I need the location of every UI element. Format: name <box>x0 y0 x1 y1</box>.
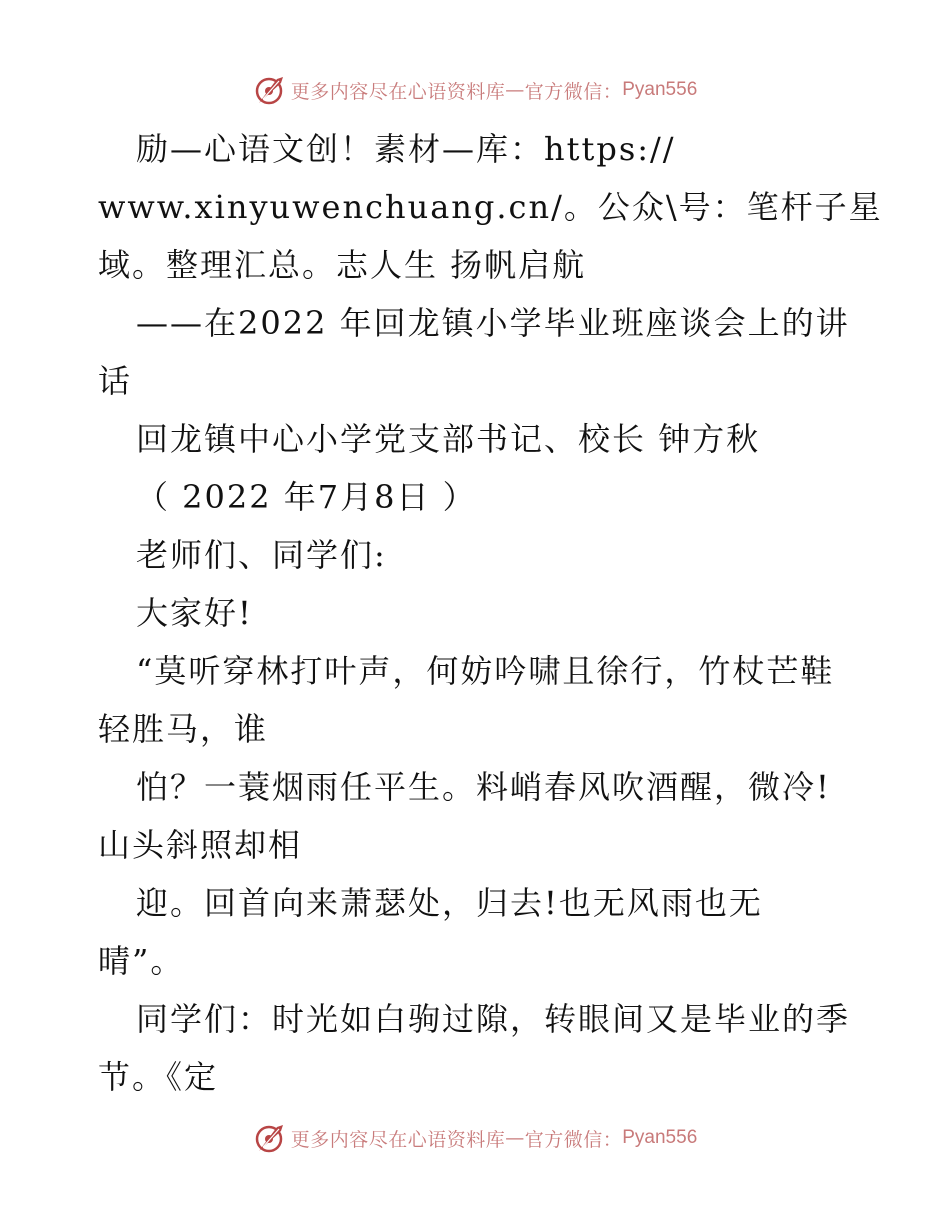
text-line: 老师们、同学们: <box>136 536 387 574</box>
watermark-site-text: 更多内容尽在心语资料库 <box>290 1128 506 1151</box>
text-line: 怕？一蓑烟雨任平生。料峭春风吹酒醒，微冷! <box>136 768 831 806</box>
text-line: 大家好! <box>136 594 253 632</box>
text-line: ——在2022 年回龙镇小学毕业班座谈会上的讲 <box>136 304 850 342</box>
text-line: 节。《定 <box>98 1058 219 1096</box>
text-line: 山头斜照却相 <box>98 826 303 864</box>
watermark-wechat-id: Pyan556 <box>622 1127 698 1148</box>
text-line: 迎。回首向来萧瑟处，归去!也无风雨也无 <box>136 884 763 922</box>
text-line: （ 2022 年7月8日 ） <box>136 478 477 516</box>
watermark-site-text: 更多内容尽在心语资料库 <box>290 80 506 103</box>
text-line: 话 <box>98 362 133 400</box>
watermark-wechat-label: 官方微信： <box>524 1128 623 1151</box>
watermark-separator: — <box>505 79 525 101</box>
text-line: www.xinyuwenchuang.cn/。公众\号：笔杆子星 <box>98 188 883 226</box>
header-watermark <box>0 70 950 110</box>
document-body <box>98 120 883 1106</box>
watermark-separator: — <box>505 1127 525 1149</box>
text-line: “莫听穿林打叶声，何妨吟啸且徐行，竹杖芒鞋 <box>136 652 835 690</box>
text-line: 域。整理汇总。志人生 扬帆启航 <box>98 246 587 284</box>
quill-logo-icon <box>253 73 287 107</box>
watermark-wechat-label: 官方微信： <box>524 80 623 103</box>
text-line: 轻胜马，谁 <box>98 710 269 748</box>
text-line: 同学们：时光如白驹过隙，转眼间又是毕业的季 <box>136 1000 851 1038</box>
watermark-wechat-id: Pyan556 <box>622 79 698 100</box>
text-line: 回龙镇中心小学党支部书记、校长 钟方秋 <box>136 420 761 458</box>
quill-logo-icon <box>253 1121 287 1155</box>
footer-watermark <box>0 1118 950 1158</box>
text-line: 励—心语文创！素材—库：https:// <box>136 130 676 168</box>
text-line: 晴”。 <box>98 942 185 980</box>
